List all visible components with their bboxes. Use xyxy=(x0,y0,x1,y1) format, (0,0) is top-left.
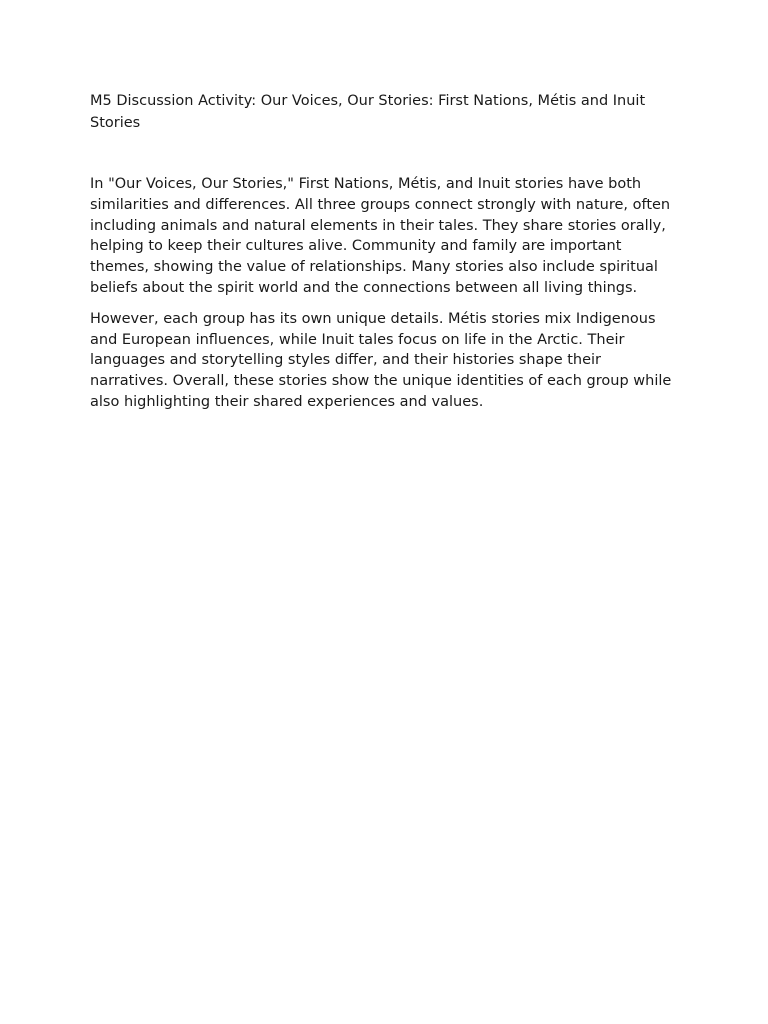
document-body xyxy=(90,174,682,413)
paragraph-similarities: In "Our Voices, Our Stories," First Nations, Métis, and Inuit stories have both similarities and differences. All three groups connect strongly with nature, often including animals and natural elements in their tales. They share stories orally, helping to keep their cultures alive. Community and family are important themes, showing the value of relationships. Many stories also include spiritual beliefs about the spirit world and the connections between all living things. xyxy=(90,176,671,296)
paragraph-differences: However, each group has its own unique details. Métis stories mix Indigenous and European influences, while Inuit tales focus on life in the Arctic. Their languages and storytelling styles differ, and their histories shape their narratives. Overall, these stories show the unique identities of each group while also highlighting their shared experiences and values. xyxy=(90,310,672,410)
document-title: M5 Discussion Activity: Our Voices, Our Stories: First Nations, Métis and Inuit Stories xyxy=(90,93,646,131)
document-page xyxy=(90,90,682,423)
